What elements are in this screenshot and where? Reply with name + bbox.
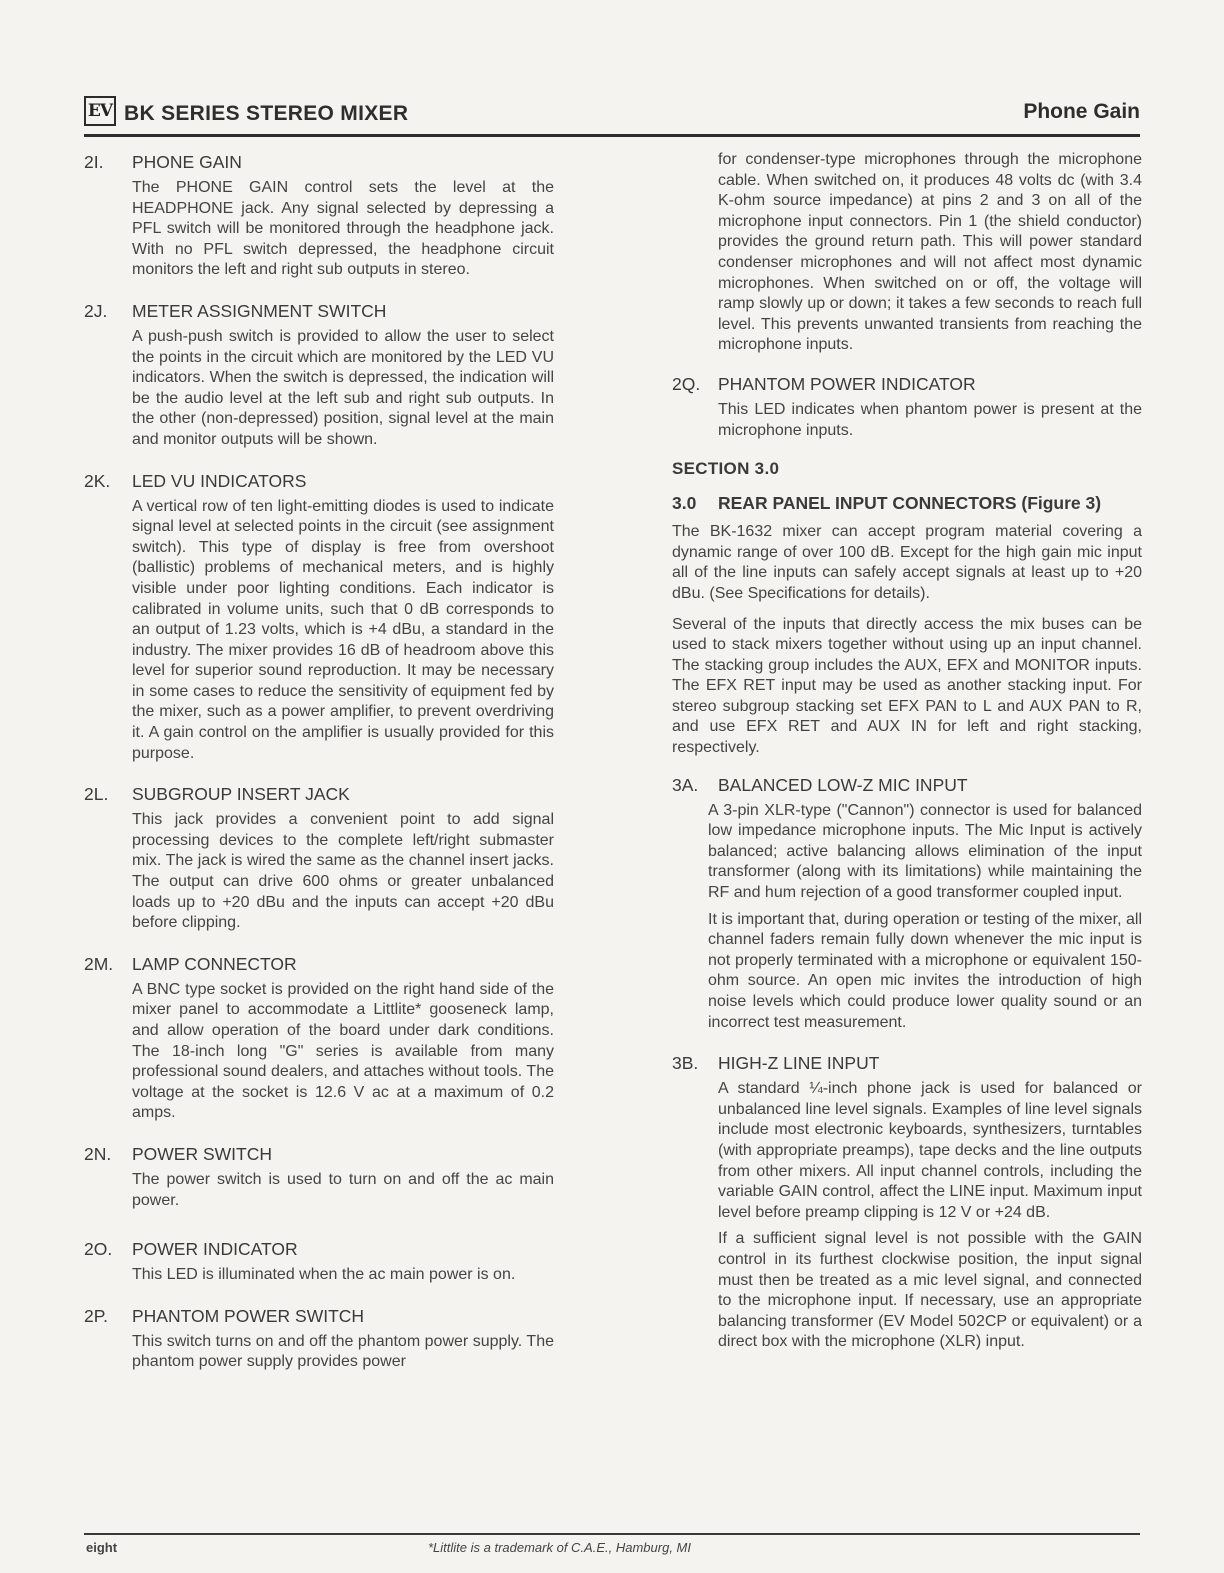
item-number: 2Q. <box>672 373 701 394</box>
footer-rule <box>84 1533 1140 1535</box>
intro-paragraph: The BK-1632 mixer can accept program material covering a dynamic range of over 100 dB. Except for the high gain mic input all of the line inputs can safely accept signals at least up to +20 dBu. (See Specifications for details). <box>672 523 1142 602</box>
item-title: PHANTOM POWER INDICATOR <box>718 373 976 394</box>
page-number: eight <box>86 1540 118 1555</box>
intro-paragraph: Several of the inputs that directly access the mix buses can be used to stack mixers together without using up an input channel. The stacking group includes the AUX, EFX and MONITOR inputs. The EFX RET input may be used as another stacking input. For stereo subgroup stacking set EFX PAN to L and AUX PAN to R, and use EFX RET and AUX IN for left and right stacking, respectively. <box>672 615 1142 757</box>
item-title: PHANTOM POWER SWITCH <box>132 1305 365 1326</box>
section-label: SECTION 3.0 <box>672 459 780 479</box>
item-3b <box>672 1051 1142 1353</box>
item-paragraph: The power switch is used to turn on and off the ac main power. <box>132 1170 554 1209</box>
item-number: 2I. <box>84 152 104 172</box>
item-paragraph: A vertical row of ten light-emitting diodes is used to indicate signal level at selected points in the circuit (see assignment switch). This type of display is free from overshoot (ballistic) problems of mechanical meters, and is highly visible under poor lighting conditions. Each indicator is calibrated in volume units, such that 0 dB corresponds to an output of 1.23 volts, which is +4 dBu, a standard in the industry. The mixer provides 16 dB of headroom above this level for superior sound reproduction. It may be necessary in some cases to reduce the sensitivity of equipment fed by the mixer, such as a power amplifier, to prevent overdriving it. A gain control on the amplifier is usually provided for this purpose. <box>132 497 554 762</box>
item-2k <box>84 469 554 765</box>
item-title: POWER SWITCH <box>132 1143 272 1164</box>
item-number: 2J. <box>84 300 108 321</box>
item-2l <box>84 782 554 934</box>
item-number: 2O. <box>84 1239 113 1260</box>
item-paragraph: This LED is illuminated when the ac main power is on. <box>132 1266 516 1284</box>
item-number: 2N. <box>84 1143 112 1164</box>
item-title: POWER INDICATOR <box>132 1239 298 1260</box>
ev-logo: EV <box>84 96 116 126</box>
item-paragraph: If a sufficient signal level is not possible with the GAIN control in its furthest clockwise position, the input signal must then be treated as a mic level signal, and connected to the microphone input. If necessary, use an appropriate balancing transformer (EV Model 502CP or equivalent) or a direct box with the microphone (XLR) input. <box>718 1230 1142 1351</box>
item-title: PHONE GAIN <box>132 152 242 172</box>
item-2n <box>84 1142 554 1211</box>
item-paragraph: This jack provides a convenient point to add signal processing devices to the complete left/right submaster mix. The jack is wired the same as the channel insert jacks. The output can drive 600 ohms or greater unbalanced loads up to +20 dBu and the inputs can accept +20 dBu before clipping. <box>132 811 554 932</box>
item-3a <box>672 773 1142 1034</box>
item-title: BALANCED LOW-Z MIC INPUT <box>718 774 968 795</box>
section-title: Phone Gain <box>1023 100 1140 123</box>
item-paragraph: A BNC type socket is provided on the right hand side of the mixer panel to accommodate a Littlite* gooseneck lamp, and allow operation of the board under dark conditions. The 18-inch long "G" series is available from many professional sound dealers, and attaches without tools. The voltage at the socket is 12.6 V ac at a maximum of 0.2 amps. <box>132 980 554 1122</box>
item-number: 2L. <box>84 784 109 805</box>
header-rule <box>84 134 1140 137</box>
item-number: 2P. <box>84 1305 109 1326</box>
trademark-footnote: *Littlite is a trademark of C.A.E., Hamburg, MI <box>428 1540 691 1555</box>
item-2m <box>84 952 554 1124</box>
item-paragraph: A push-push switch is provided to allow the user to select the points in the circuit which are monitored by the LED VU indicators. When the switch is depressed, the indication will be the audio level at the left sub and right sub outputs. In the other (non-depressed) position, signal level at the main and monitor outputs will be shown. <box>132 327 554 448</box>
left-column <box>84 150 554 1391</box>
item-title: HIGH-Z LINE INPUT <box>718 1053 880 1074</box>
subsection-number: 3.0 <box>672 493 697 514</box>
item-2i <box>84 150 554 281</box>
item-paragraph: The PHONE GAIN control sets the level at the HEADPHONE jack. Any signal selected by depressing a PFL switch will be monitored through the headphone jack. With no PFL switch depressed, the headphone circuit monitors the left and right sub outputs in stereo. <box>132 179 554 279</box>
item-2p <box>84 1304 554 1373</box>
item-2o <box>84 1237 554 1286</box>
item-paragraph: A 3-pin XLR-type ("Cannon") connector is used for balanced low impedance microphone inputs. The Mic Input is actively balanced; active balancing allows elimination of the input transformer (along with its limitations) while maintaining the RF and hum rejection of a good transformer coupled input. <box>708 801 1142 902</box>
item-paragraph: It is important that, during operation or testing of the mixer, all channel faders remain fully down whenever the mic input is not properly terminated with a microphone or equivalent 150-ohm source. An open mic invites the introduction of high noise levels which could produce lower quality sound or an incorrect test measurement. <box>708 910 1142 1031</box>
item-paragraph: This LED indicates when phantom power is present at the microphone inputs. <box>718 400 1142 439</box>
item-number: 2M. <box>84 953 114 974</box>
right-column <box>672 150 1142 1371</box>
item-title: LAMP CONNECTOR <box>132 953 297 974</box>
item-number: 2K. <box>84 470 111 491</box>
document-title: BK SERIES STEREO MIXER <box>124 102 409 125</box>
item-paragraph: This switch turns on and off the phantom power supply. The phantom power supply provides power <box>132 1332 554 1371</box>
item-title: METER ASSIGNMENT SWITCH <box>132 300 387 321</box>
item-title: LED VU INDICATORS <box>132 470 307 491</box>
item-paragraph: A standard ¼-inch phone jack is used for balanced or unbalanced line level signals. Examples of line level signals include most electronic keyboards, synthesizers, turntables (with appropriate preamps), tape decks and the line outputs from other mixers. All input channel controls, including the variable GAIN control, affect the LINE input. Maximum input level before preamp clipping is 12 V or +24 dB. <box>718 1080 1142 1221</box>
continued-text <box>718 150 1142 356</box>
subsection-title: REAR PANEL INPUT CONNECTORS (Figure 3) <box>718 493 1102 514</box>
page-header <box>84 96 1140 132</box>
item-number: 3A. <box>672 774 699 795</box>
item-2q <box>672 372 1142 441</box>
continuation-paragraph: for condenser-type microphones through the microphone cable. When switched on, it produces 48 volts dc (with 3.4 K-ohm source impedance) at pins 2 and 3 on all of the microphone input connectors. Pin 1 (the shield conductor) provides the ground return path. This will power standard condenser microphones and will not affect most dynamic microphones. When switched on or off, the voltage will ramp slowly up or down; it takes a few seconds to reach full level. This prevents unwanted transients from reaching the microphone inputs. <box>718 151 1142 354</box>
item-2j <box>84 299 554 451</box>
item-number: 3B. <box>672 1053 699 1074</box>
subsection-heading <box>672 493 1142 514</box>
item-title: SUBGROUP INSERT JACK <box>132 784 350 805</box>
